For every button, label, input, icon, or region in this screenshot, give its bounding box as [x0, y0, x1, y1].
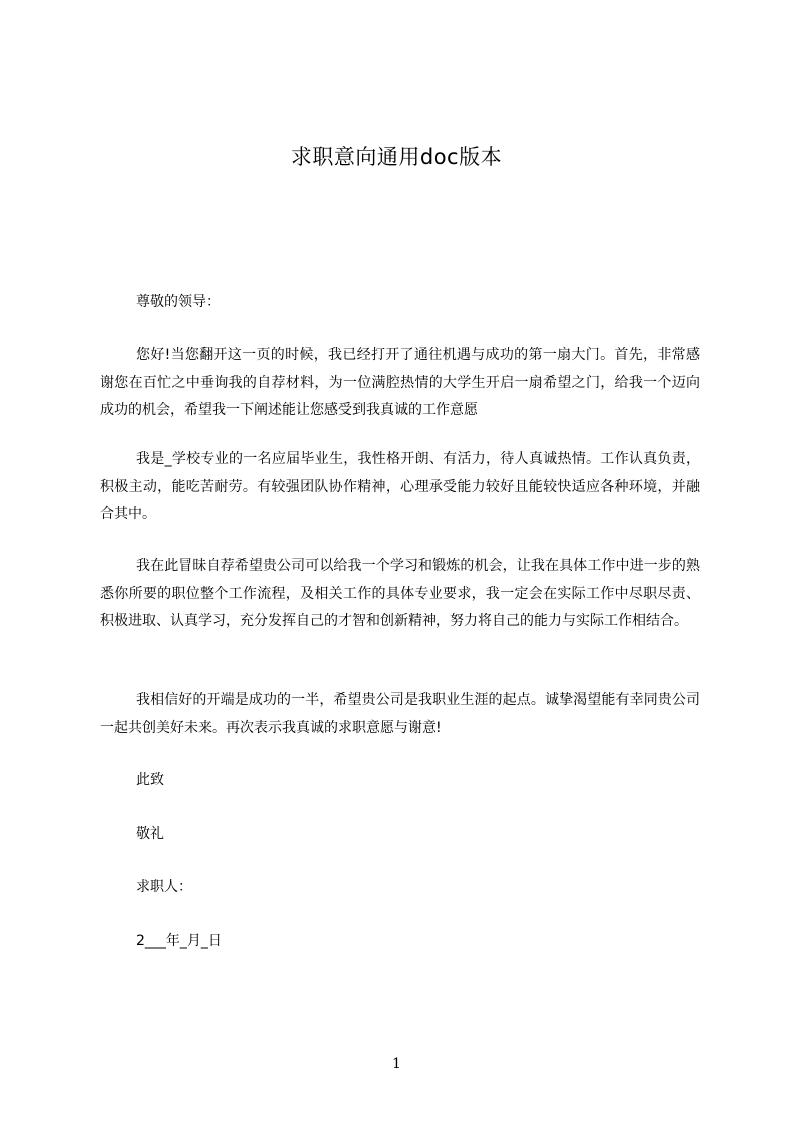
date-line: 2___年_月_日	[136, 933, 222, 949]
paragraph-2: 我是_学校专业的一名应届毕业生，我性格开朗、有活力，待人真诚热情。工作认真负责，积极主动，能吃苦耐劳。有较强团队协作精神，心理承受能力较好且能较快适应各种环境，并融合其中。	[100, 451, 700, 522]
paragraph-1: 您好!当您翻开这一页的时候，我已经打开了通往机遇与成功的第一扇大门。首先，非常感谢您在百忙之中垂询我的自荐材料，为一位满腔热情的大学生开启一扇希望之门，给我一个迈向成功的机会，希望我一下阐述能让您感受到我真诚的工作意愿	[100, 347, 700, 418]
paragraph-3: 我在此冒昧自荐希望贵公司可以给我一个学习和锻炼的机会，让我在具体工作中进一步的熟悉你所要的职位整个工作流程，及相关工作的具体专业要求，我一定会在实际工作中尽职尽责、积极进取、认真学习，充分发挥自己的才智和创新精神，努力将自己的能力与实际工作相结合。	[100, 558, 700, 629]
closing-line-1: 此致	[136, 772, 164, 788]
page-title: 求职意向通用doc版本	[290, 145, 503, 169]
paragraph-4: 我相信好的开端是成功的一半，希望贵公司是我职业生涯的起点。诚挚渴望能有幸同贵公司一起共创美好未来。再次表示我真诚的求职意愿与谢意!	[100, 692, 700, 736]
salutation: 尊敬的领导：	[136, 294, 220, 310]
closing-line-2: 敬礼	[136, 826, 164, 842]
signature-label: 求职人：	[136, 879, 192, 895]
page-number: 1	[392, 1056, 401, 1072]
